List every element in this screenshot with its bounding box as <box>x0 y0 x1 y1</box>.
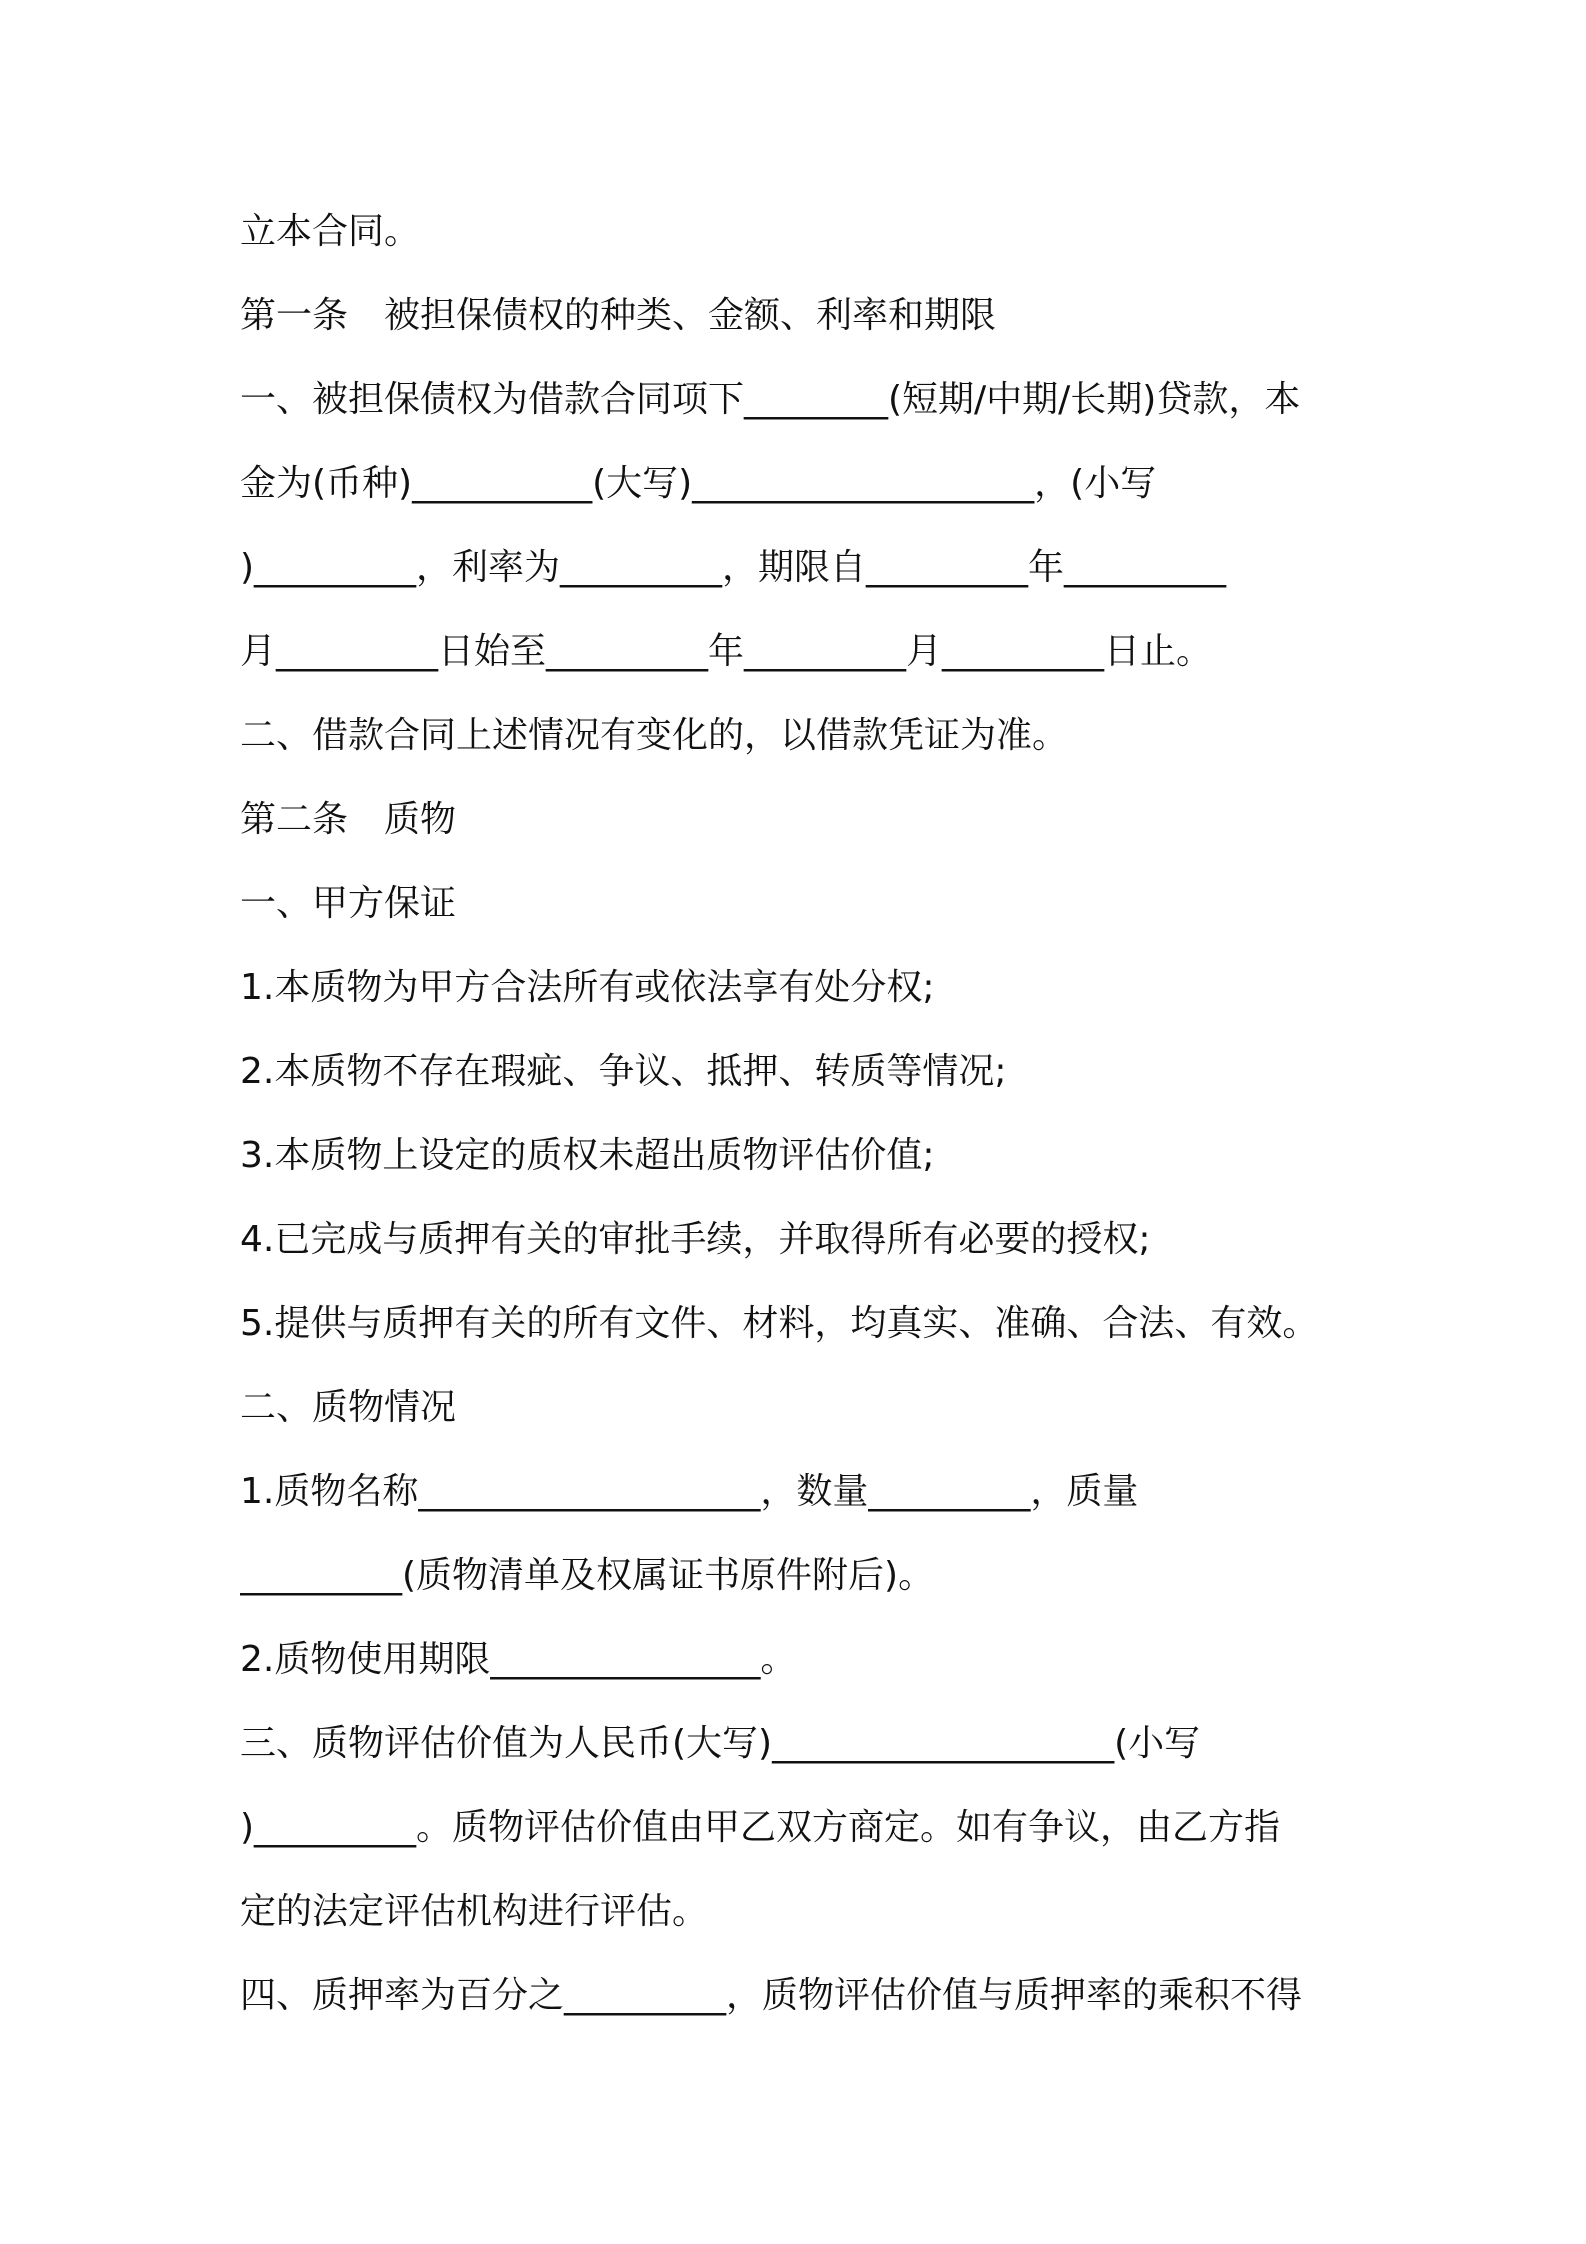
article-1-clause-1-line-4: 月_________日始至_________年_________月_________日止。 <box>240 631 1213 672</box>
article-2-section-4-line-1: 四、质押率为百分之_________，质物评估价值与质押率的乘积不得 <box>240 1975 1303 2016</box>
article-1-heading: 第一条 被担保债权的种类、金额、利率和期限 <box>240 295 997 336</box>
contract-text <box>240 190 1355 2038</box>
pledge-info-item-1-line-2: _________(质物清单及权属证书原件附后)。 <box>240 1555 935 1596</box>
article-1-clause-1-line-2: 金为(币种)__________(大写)___________________，(小写 <box>240 463 1157 504</box>
pledge-info-item-2: 2.质物使用期限_______________。 <box>240 1639 797 1680</box>
guarantee-item-2: 2.本质物不存在瑕疵、争议、抵押、转质等情况; <box>240 1051 1007 1092</box>
guarantee-item-4: 4.已完成与质押有关的审批手续，并取得所有必要的授权; <box>240 1219 1151 1260</box>
article-2-section-3-line-1: 三、质物评估价值为人民币(大写)___________________(小写 <box>240 1723 1201 1764</box>
pledge-info-item-1-line-1: 1.质物名称___________________，数量_________，质量 <box>240 1471 1139 1512</box>
guarantee-item-3: 3.本质物上设定的质权未超出质物评估价值; <box>240 1135 935 1176</box>
guarantee-item-1: 1.本质物为甲方合法所有或依法享有处分权; <box>240 967 935 1008</box>
article-2-section-1-heading: 一、甲方保证 <box>240 883 457 924</box>
article-1-clause-1-line-3: )_________，利率为_________，期限自_________年_________ <box>240 547 1227 588</box>
article-1-clause-2: 二、借款合同上述情况有变化的，以借款凭证为准。 <box>240 715 1069 756</box>
article-2-section-3-line-2: )_________。质物评估价值由甲乙双方商定。如有争议，由乙方指 <box>240 1807 1281 1848</box>
text-line-preamble-end: 立本合同。 <box>240 211 421 252</box>
article-2-section-2-heading: 二、质物情况 <box>240 1387 457 1428</box>
article-2-heading: 第二条 质物 <box>240 799 457 840</box>
article-2-section-3-line-3: 定的法定评估机构进行评估。 <box>240 1891 709 1932</box>
article-1-clause-1-line-1: 一、被担保债权为借款合同项下________(短期/中期/长期)贷款，本 <box>240 379 1301 420</box>
guarantee-item-5: 5.提供与质押有关的所有文件、材料，均真实、准确、合法、有效。 <box>240 1303 1319 1344</box>
